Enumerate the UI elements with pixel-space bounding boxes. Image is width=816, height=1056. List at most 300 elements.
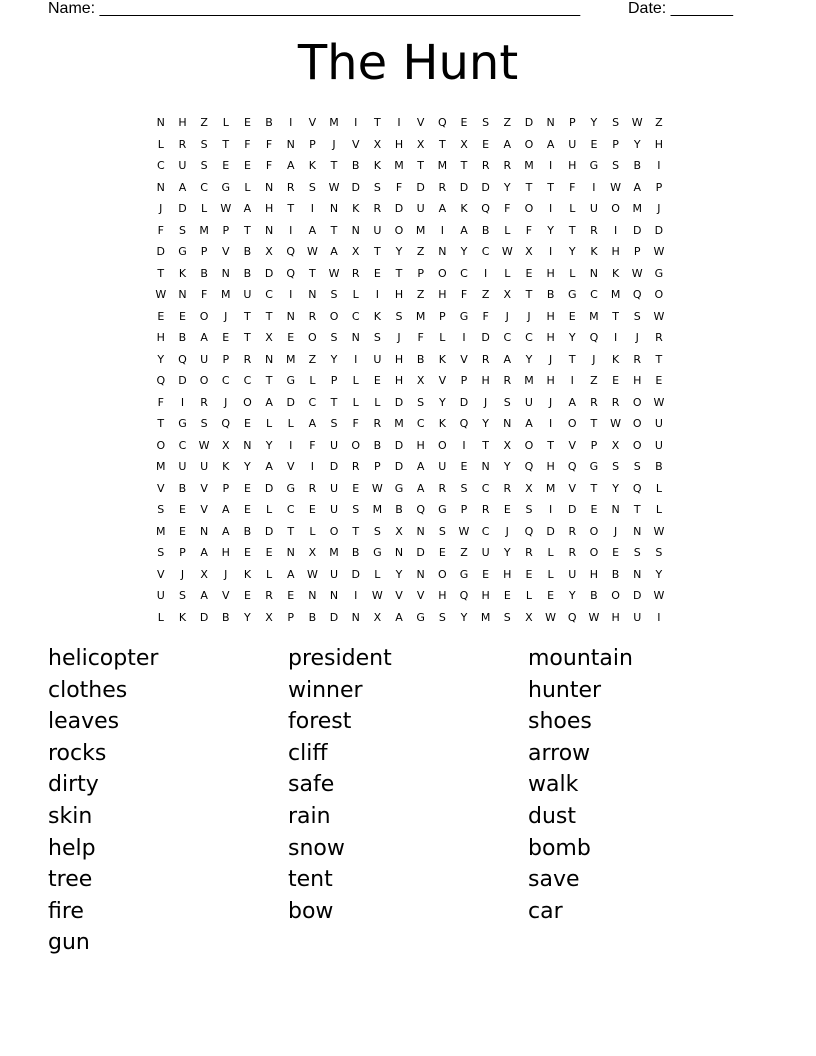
grid-letter: B <box>243 266 252 280</box>
grid-letter: N <box>546 116 555 129</box>
grid-letter: O <box>611 589 620 602</box>
grid-letter: Z <box>655 116 663 129</box>
word-bank-item: forest <box>288 709 352 735</box>
grid-letter: F <box>482 309 489 323</box>
grid-letter: T <box>590 481 598 495</box>
grid-letter: G <box>459 567 469 581</box>
grid-letter: T <box>482 438 489 452</box>
grid-letter: P <box>568 116 576 129</box>
page-title: The Hunt <box>297 35 519 91</box>
grid-letter: D <box>178 374 187 387</box>
grid-letter: E <box>503 503 511 516</box>
grid-letter: O <box>308 331 317 344</box>
grid-letter: Y <box>568 331 576 344</box>
grid-letter: O <box>654 288 664 301</box>
grid-letter: I <box>397 116 401 129</box>
grid-letter: O <box>199 374 209 387</box>
grid-letter: I <box>657 159 661 172</box>
word-bank-item: skin <box>48 803 93 829</box>
word-bank-item: rocks <box>48 740 107 766</box>
grid-letter: X <box>525 610 533 624</box>
grid-letter: G <box>286 481 295 495</box>
grid-letter: H <box>438 288 447 301</box>
grid-letter: T <box>287 524 295 538</box>
grid-letter: T <box>547 180 554 194</box>
grid-letter: V <box>200 503 208 516</box>
name-field-label: Name: ______________________________________________________ <box>48 0 581 17</box>
grid-letter: X <box>503 438 512 452</box>
grid-letter: R <box>438 481 447 495</box>
grid-letter: T <box>633 503 641 516</box>
grid-letter: F <box>265 137 273 151</box>
word-bank-item: fire <box>48 898 84 924</box>
grid-letter: P <box>222 481 230 495</box>
grid-letter: W <box>371 481 383 495</box>
grid-letter: J <box>224 395 228 409</box>
grid-letter: C <box>156 159 165 172</box>
grid-letter: M <box>156 460 166 473</box>
grid-letter: E <box>352 481 360 495</box>
word-bank-item: mountain <box>528 646 633 671</box>
grid-letter: U <box>589 202 598 215</box>
grid-letter: X <box>221 438 230 452</box>
grid-letter: S <box>373 180 381 194</box>
grid-letter: N <box>178 288 187 301</box>
grid-letter: H <box>394 352 404 366</box>
grid-row <box>150 220 670 242</box>
grid-letter: A <box>503 137 512 151</box>
grid-letter: E <box>178 309 186 323</box>
grid-letter: H <box>568 159 577 172</box>
grid-letter: J <box>527 309 531 323</box>
grid-row <box>150 521 670 543</box>
grid-letter: T <box>460 159 468 172</box>
grid-letter: I <box>289 116 293 129</box>
grid-letter: S <box>330 417 338 430</box>
grid-letter: E <box>612 374 620 387</box>
grid-letter: R <box>503 159 512 172</box>
grid-letter: O <box>329 524 339 538</box>
grid-letter: M <box>589 309 599 323</box>
word-bank-item: gun <box>48 930 90 956</box>
grid-letter: T <box>352 524 360 538</box>
grid-letter: X <box>525 481 533 495</box>
grid-letter: R <box>286 180 295 194</box>
grid-letter: O <box>524 137 534 151</box>
grid-letter: N <box>308 288 317 301</box>
grid-letter: V <box>438 374 447 387</box>
grid-letter: X <box>460 137 468 151</box>
grid-letter: I <box>462 438 466 452</box>
grid-letter: N <box>633 567 642 581</box>
grid-letter: P <box>200 245 208 258</box>
grid-letter: T <box>309 266 316 280</box>
grid-letter: R <box>178 137 187 151</box>
grid-letter: X <box>265 245 273 258</box>
grid-row <box>150 413 670 435</box>
grid-letter: Z <box>503 116 512 129</box>
grid-letter: K <box>611 352 620 366</box>
grid-letter: M <box>632 202 642 215</box>
grid-row <box>150 607 670 629</box>
grid-letter: D <box>329 610 339 624</box>
grid-row <box>150 112 670 134</box>
grid-letter: C <box>416 417 425 430</box>
grid-letter: X <box>373 610 382 624</box>
grid-letter: S <box>308 180 316 194</box>
grid-letter: B <box>243 524 252 538</box>
grid-letter: I <box>484 266 488 280</box>
grid-letter: N <box>286 546 295 559</box>
word-bank-item: helicopter <box>48 646 159 671</box>
grid-letter: A <box>286 567 295 581</box>
grid-letter: I <box>180 395 185 409</box>
grid-letter: I <box>548 159 553 172</box>
grid-letter: K <box>373 309 381 323</box>
grid-letter: Y <box>590 116 598 129</box>
grid-letter: M <box>372 503 383 516</box>
grid-letter: E <box>655 374 663 387</box>
grid-letter: F <box>417 331 424 344</box>
word-bank-item: dust <box>528 803 576 829</box>
grid-letter: B <box>481 223 490 237</box>
grid-letter: D <box>416 546 425 559</box>
grid-letter: H <box>546 309 555 323</box>
grid-letter: U <box>481 546 490 559</box>
grid-letter: X <box>395 524 403 538</box>
grid-letter: B <box>178 331 187 344</box>
grid-row <box>150 456 670 478</box>
grid-letter: S <box>503 610 511 624</box>
grid-letter: T <box>612 309 619 323</box>
grid-letter: W <box>653 309 665 323</box>
grid-letter: J <box>484 395 488 409</box>
grid-letter: G <box>654 266 664 280</box>
grid-letter: W <box>198 438 210 452</box>
grid-letter: H <box>589 567 599 581</box>
grid-letter: R <box>503 374 512 387</box>
grid-letter: A <box>525 417 533 430</box>
grid-letter: P <box>222 223 230 237</box>
grid-letter: F <box>569 180 576 194</box>
grid-row <box>150 198 670 220</box>
grid-letter: A <box>546 137 555 151</box>
grid-row <box>150 177 670 199</box>
grid-letter: R <box>308 481 317 495</box>
grid-letter: D <box>156 245 166 258</box>
grid-letter: E <box>460 116 468 129</box>
grid-letter: A <box>460 223 468 237</box>
grid-letter: U <box>330 481 339 495</box>
grid-letter: S <box>612 159 620 172</box>
grid-letter: C <box>481 481 490 495</box>
grid-letter: K <box>438 352 446 366</box>
grid-letter: Q <box>524 524 534 538</box>
grid-letter: C <box>221 374 230 387</box>
grid-letter: T <box>568 223 576 237</box>
grid-letter: T <box>655 352 663 366</box>
grid-letter: L <box>157 137 164 151</box>
grid-letter: M <box>156 524 166 538</box>
date-field-label: Date: _______ <box>628 0 733 17</box>
grid-letter: A <box>330 245 338 258</box>
grid-letter: S <box>178 589 186 602</box>
grid-letter: T <box>417 159 425 172</box>
grid-letter: J <box>548 352 553 366</box>
grid-letter: T <box>395 266 403 280</box>
grid-letter: N <box>503 417 512 430</box>
grid-row <box>150 370 670 392</box>
grid-letter: H <box>546 460 555 473</box>
word-bank-item: winner <box>288 677 363 703</box>
grid-letter: W <box>501 245 513 258</box>
grid-letter: T <box>373 116 381 129</box>
grid-letter: A <box>200 589 208 602</box>
grid-letter: I <box>613 223 618 237</box>
grid-letter: I <box>375 288 379 301</box>
grid-letter: H <box>503 567 512 581</box>
grid-letter: Y <box>265 438 273 452</box>
word-bank-item: arrow <box>528 740 591 766</box>
grid-letter: O <box>243 395 252 409</box>
grid-letter: H <box>481 374 490 387</box>
grid-letter: E <box>243 546 251 559</box>
grid-letter: L <box>352 395 359 409</box>
grid-letter: T <box>373 245 381 258</box>
grid-letter: H <box>611 610 620 624</box>
grid-letter: S <box>612 116 620 129</box>
grid-letter: R <box>481 159 490 172</box>
grid-letter: L <box>352 288 359 301</box>
grid-letter: E <box>503 589 511 602</box>
grid-letter: J <box>180 567 185 581</box>
grid-letter: J <box>332 137 336 151</box>
grid-letter: O <box>351 438 361 452</box>
grid-letter: W <box>631 116 643 129</box>
grid-letter: O <box>567 417 577 430</box>
grid-letter: N <box>611 503 620 516</box>
grid-letter: U <box>178 460 187 473</box>
grid-letter: T <box>547 438 554 452</box>
grid-letter: Y <box>547 223 554 237</box>
grid-letter: Y <box>438 395 446 409</box>
grid-letter: E <box>243 417 251 430</box>
grid-letter: N <box>438 245 447 258</box>
grid-letter: C <box>590 288 598 301</box>
grid-letter: A <box>286 159 295 172</box>
grid-letter: W <box>610 417 622 430</box>
grid-letter: S <box>482 116 490 129</box>
grid-letter: E <box>525 266 533 280</box>
grid-letter: F <box>525 223 533 237</box>
grid-letter: V <box>222 245 230 258</box>
grid-letter: L <box>655 503 662 516</box>
grid-letter: L <box>309 374 316 387</box>
grid-letter: O <box>632 395 642 409</box>
grid-letter: Y <box>482 417 489 430</box>
grid-letter: S <box>178 223 186 237</box>
grid-letter: C <box>200 180 208 194</box>
grid-letter: H <box>416 438 425 452</box>
grid-letter: Y <box>612 481 619 495</box>
grid-letter: U <box>330 567 339 581</box>
grid-letter: U <box>330 503 339 516</box>
grid-letter: N <box>264 352 274 366</box>
grid-letter: D <box>632 589 642 602</box>
grid-letter: D <box>524 116 534 129</box>
grid-letter: L <box>266 567 273 581</box>
grid-letter: O <box>437 266 447 280</box>
grid-letter: U <box>373 223 382 237</box>
grid-letter: Y <box>568 589 576 602</box>
grid-letter: P <box>287 610 295 624</box>
grid-letter: P <box>590 438 598 452</box>
grid-letter: U <box>330 438 339 452</box>
grid-letter: J <box>505 309 509 323</box>
word-bank-item: bomb <box>528 835 591 861</box>
grid-letter: E <box>525 567 533 581</box>
grid-letter: B <box>243 245 252 258</box>
grid-letter: A <box>395 610 403 624</box>
grid-letter: B <box>308 610 317 624</box>
grid-letter: L <box>374 567 381 581</box>
grid-letter: H <box>654 137 664 151</box>
grid-letter: Q <box>156 374 166 387</box>
grid-letter: A <box>416 460 425 473</box>
word-bank-item: tent <box>288 867 333 893</box>
grid-letter: W <box>545 610 557 624</box>
grid-letter: F <box>157 395 164 409</box>
grid-letter: B <box>633 159 641 172</box>
grid-letter: T <box>244 223 251 237</box>
grid-letter: Y <box>395 567 403 581</box>
grid-letter: J <box>224 567 228 581</box>
grid-letter: F <box>265 159 273 172</box>
grid-letter: R <box>438 180 447 194</box>
grid-row <box>150 263 670 285</box>
grid-letter: D <box>394 202 404 215</box>
grid-letter: X <box>416 374 425 387</box>
grid-letter: T <box>265 374 273 387</box>
grid-letter: W <box>653 395 665 409</box>
grid-letter: H <box>546 266 555 280</box>
grid-letter: B <box>265 116 273 129</box>
grid-letter: U <box>633 610 642 624</box>
grid-letter: C <box>286 503 295 516</box>
grid-letter: O <box>329 309 339 323</box>
grid-letter: X <box>265 331 273 344</box>
grid-letter: E <box>373 266 381 280</box>
grid-letter: I <box>354 116 358 129</box>
word-bank-item: hunter <box>528 677 602 703</box>
grid-letter: N <box>308 589 317 602</box>
grid-letter: S <box>373 331 381 344</box>
grid-letter: J <box>159 202 163 215</box>
grid-letter: T <box>157 417 165 430</box>
grid-letter: D <box>199 610 209 624</box>
grid-letter: M <box>199 223 209 237</box>
grid-letter: B <box>221 610 230 624</box>
grid-letter: S <box>525 503 533 516</box>
grid-letter: Q <box>416 503 425 516</box>
grid-letter: N <box>351 331 360 344</box>
grid-letter: T <box>590 417 598 430</box>
grid-letter: O <box>524 202 534 215</box>
grid-letter: G <box>221 180 231 194</box>
grid-letter: U <box>178 159 187 172</box>
worksheet-header <box>48 0 748 22</box>
grid-letter: A <box>308 223 317 237</box>
grid-letter: T <box>265 309 273 323</box>
grid-letter: H <box>481 589 490 602</box>
grid-letter: X <box>611 438 620 452</box>
grid-letter: I <box>548 202 553 215</box>
grid-letter: G <box>589 460 599 473</box>
grid-letter: U <box>156 589 165 602</box>
grid-letter: W <box>328 266 340 280</box>
grid-letter: G <box>286 374 295 387</box>
grid-letter: M <box>480 610 491 624</box>
grid-letter: Z <box>590 374 598 387</box>
grid-letter: R <box>503 481 512 495</box>
grid-letter: O <box>437 567 447 581</box>
grid-letter: N <box>351 610 360 624</box>
grid-letter: A <box>178 180 187 194</box>
grid-letter: B <box>200 266 208 280</box>
grid-letter: C <box>243 374 252 387</box>
grid-letter: M <box>394 417 404 430</box>
word-bank-item: car <box>528 898 563 924</box>
grid-letter: N <box>264 223 274 237</box>
grid-letter: A <box>438 202 447 215</box>
grid-letter: G <box>373 546 382 559</box>
grid-letter: C <box>308 395 317 409</box>
grid-letter: M <box>329 116 339 129</box>
grid-letter: Q <box>221 417 231 430</box>
grid-letter: G <box>178 245 187 258</box>
grid-letter: T <box>244 331 251 344</box>
word-bank-item: shoes <box>528 709 592 735</box>
grid-letter: Q <box>459 589 469 602</box>
grid-letter: O <box>589 546 599 559</box>
grid-letter: A <box>416 481 425 495</box>
grid-letter: M <box>437 159 448 172</box>
grid-letter: K <box>352 202 360 215</box>
grid-letter: R <box>200 395 208 409</box>
grid-letter: N <box>329 589 339 602</box>
grid-letter: P <box>330 374 338 387</box>
grid-letter: Y <box>460 610 468 624</box>
grid-letter: O <box>394 223 404 237</box>
grid-letter: D <box>459 180 469 194</box>
grid-letter: H <box>156 331 165 344</box>
grid-letter: K <box>460 202 468 215</box>
grid-letter: B <box>655 460 663 473</box>
grid-letter: L <box>222 116 229 129</box>
grid-letter: A <box>308 417 317 430</box>
grid-letter: N <box>286 137 295 151</box>
grid-letter: Y <box>525 352 533 366</box>
grid-letter: M <box>415 223 426 237</box>
grid-letter: U <box>243 288 252 301</box>
grid-row <box>150 134 670 156</box>
grid-letter: P <box>374 460 381 473</box>
grid-letter: N <box>199 524 209 538</box>
word-bank-item: leaves <box>48 709 120 735</box>
grid-letter: K <box>373 159 381 172</box>
grid-letter: N <box>394 546 404 559</box>
word-bank-item: snow <box>288 835 345 861</box>
